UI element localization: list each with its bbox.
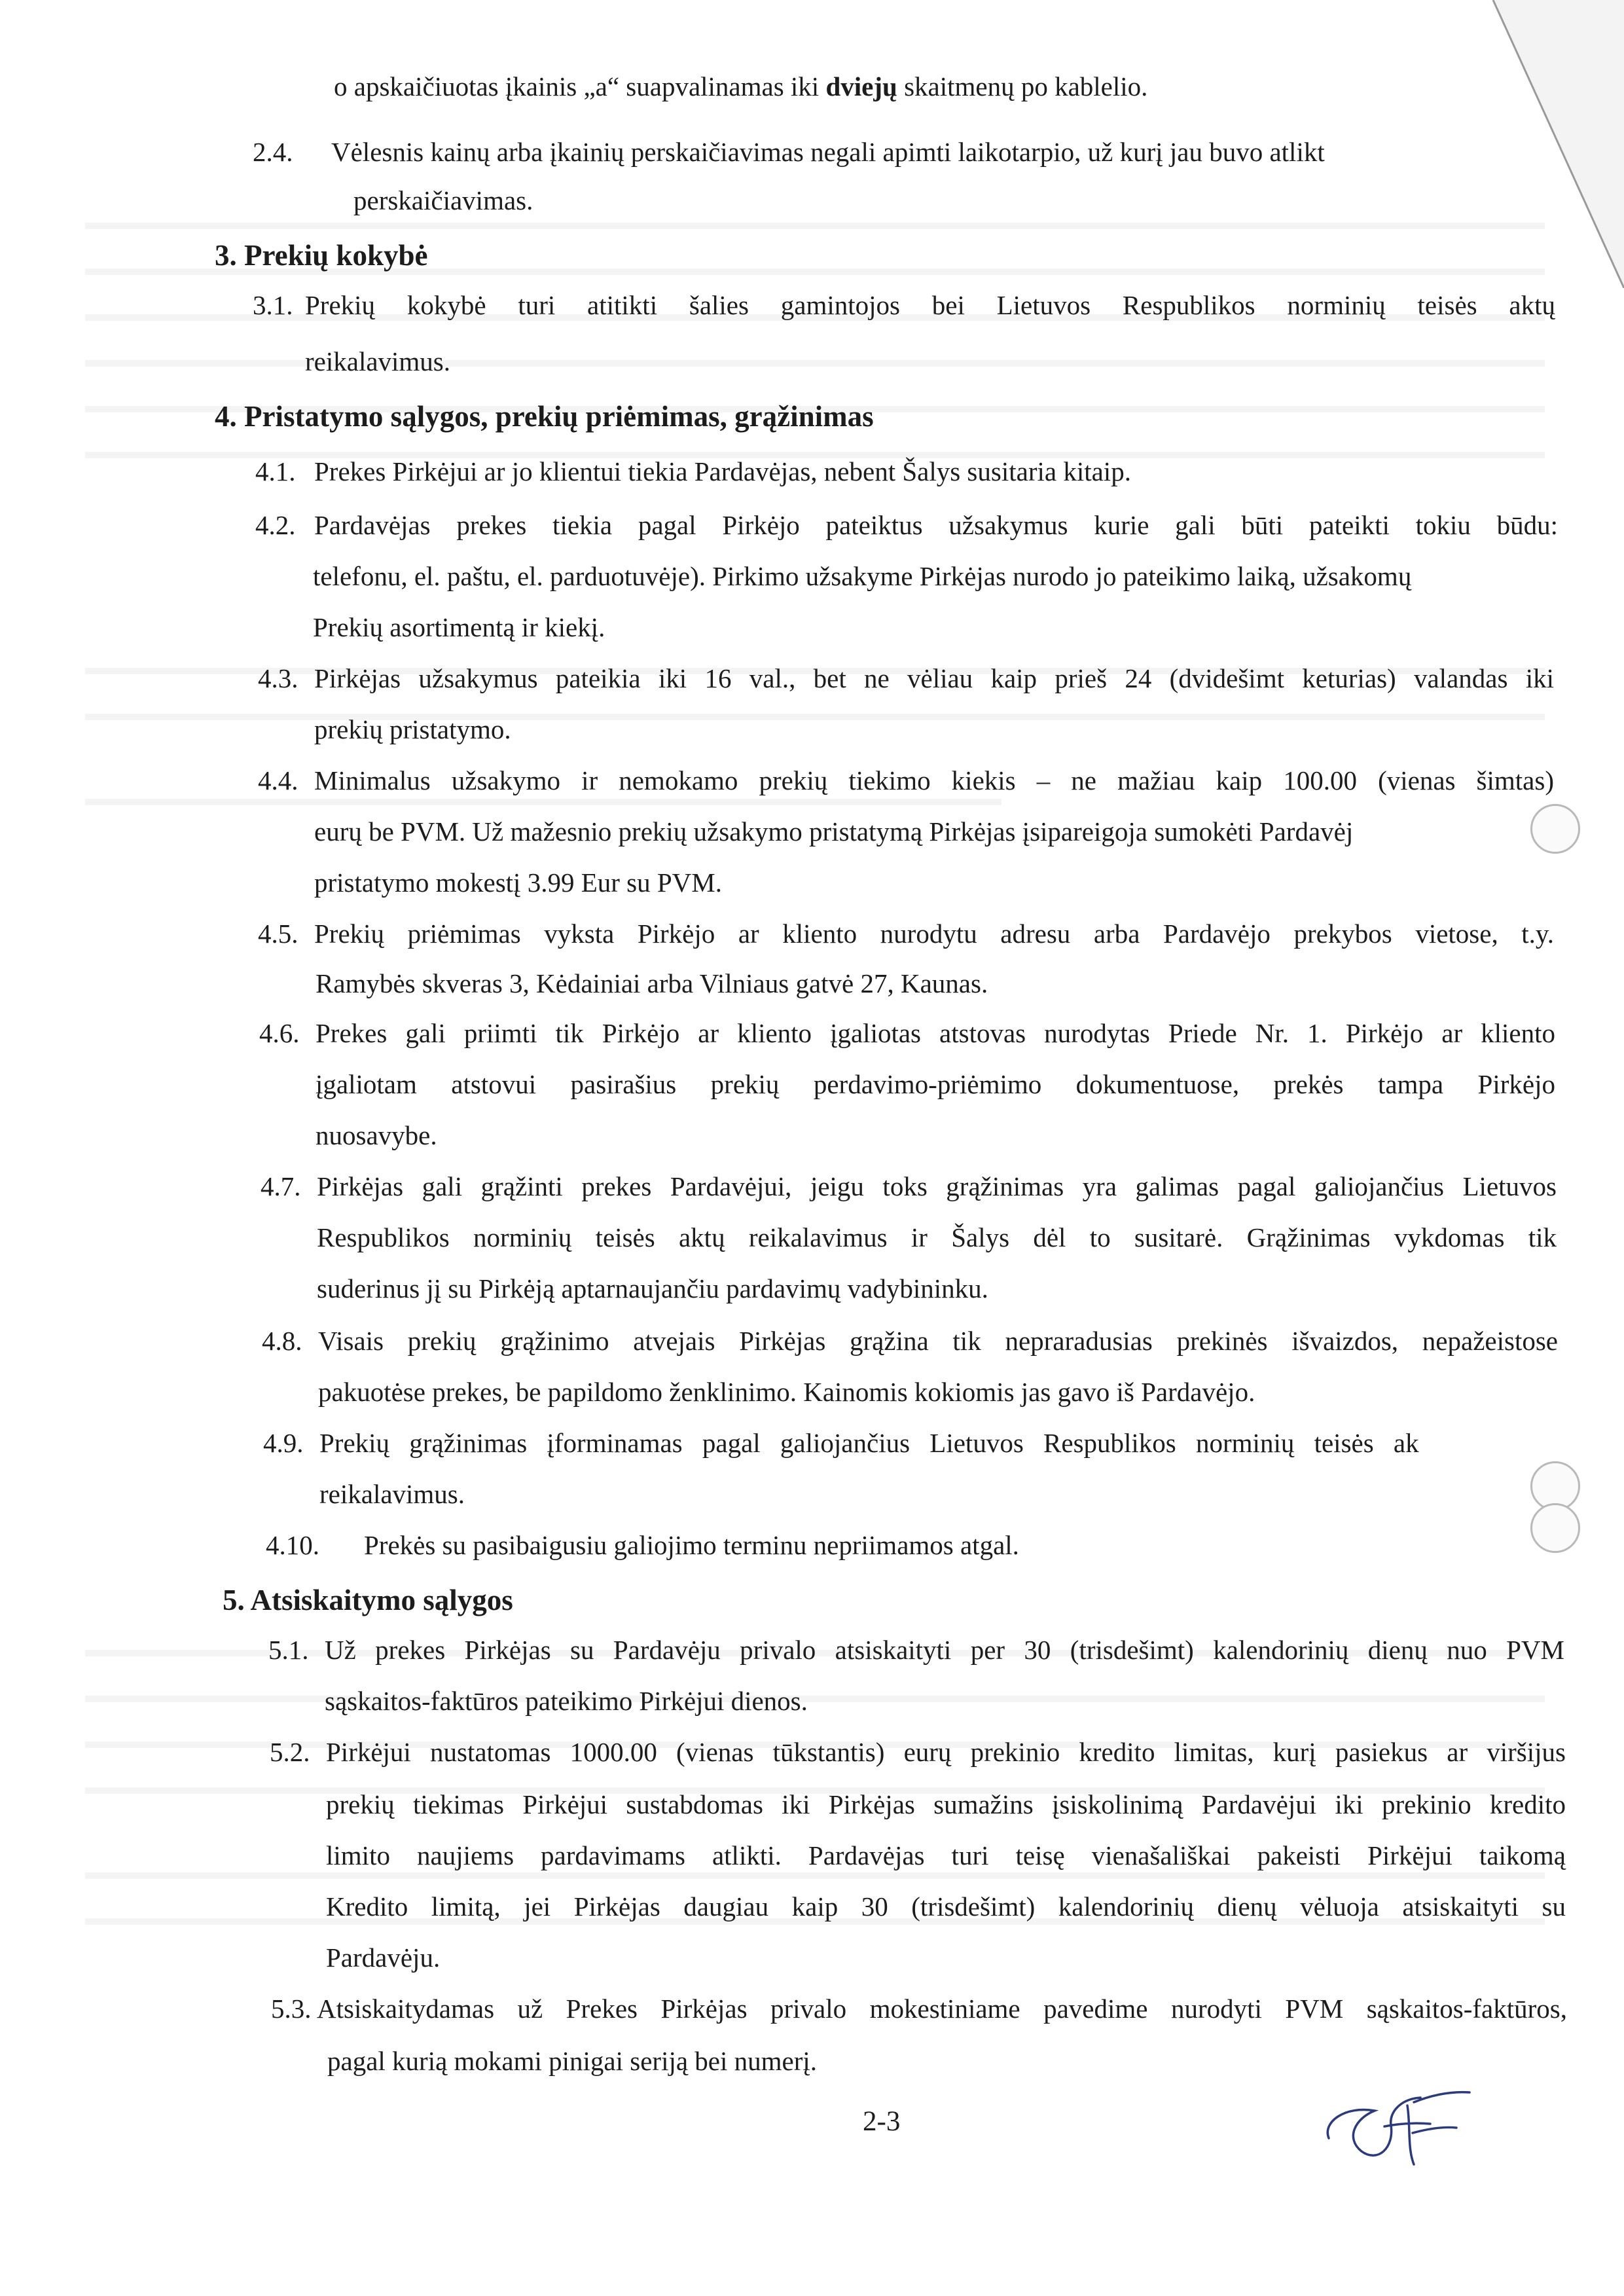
clause-2-4-cont: perskaičiavimas.: [353, 185, 533, 215]
clause-4-7-cont-1: Respublikos norminių teisės aktų reikalavimus ir Šalys dėl to susitarė. Grąžinimas vykdomas tik: [317, 1222, 1557, 1252]
clause-4-7: 4.7. Pirkėjas gali grąžinti prekes Pardavėjui, jeigu toks grąžinimas yra galimas pagal galiojančius Lietuvos: [261, 1171, 1557, 1201]
clause-4-2-cont-2: Prekių asortimentą ir kiekį.: [313, 612, 605, 642]
signature-initials: [1316, 2086, 1479, 2171]
section-5-heading: 5. Atsiskaitymo sąlygos: [223, 1584, 513, 1616]
clause-4-8: 4.8. Visais prekių grąžinimo atvejais Pirkėjas grąžina tik nepraradusias prekinės išvaizdos, nepažeistose: [262, 1326, 1558, 1356]
clause-3-1: 3.1. Prekių kokybė turi atitikti šalies gamintojos bei Lietuvos Respublikos norminių teisės aktų: [253, 290, 1555, 320]
clause-5-2-cont-2: limito naujiems pardavimams atlikti. Pardavėjas turi teisę vienašališkai pakeisti Pirkėjui taikomą: [326, 1840, 1566, 1870]
clause-4-5: 4.5. Prekių priėmimas vyksta Pirkėjo ar kliento nurodytu adresu arba Pardavėjo prekybos vietose, t.y.: [258, 919, 1554, 949]
clause-5-2-cont-4: Pardavėju.: [326, 1942, 441, 1973]
clause-4-6-cont-1: įgaliotam atstovui pasirašius prekių perdavimo-priėmimo dokumentuose, prekės tampa Pirkėjo: [316, 1069, 1555, 1099]
clause-5-2-cont-3: Kredito limitą, jei Pirkėjas daugiau kaip 30 (trisdešimt) kalendorinių dienų vėluoja atsiskaityti su: [326, 1891, 1566, 1922]
clause-5-3-cont: pagal kurią mokami pinigai seriją bei numerį.: [327, 2046, 818, 2076]
section-4-heading: 4. Pristatymo sąlygos, prekių priėmimas, grąžinimas: [215, 400, 874, 433]
clause-4-6: 4.6. Prekes gali priimti tik Pirkėjo ar kliento įgaliotas atstovas nurodytas Priede Nr. 1. Pirkėjo ar kliento: [259, 1018, 1555, 1048]
line-2-3-tail: o apskaičiuotas įkainis „a“ suapvalinamas iki dviejų skaitmenų po kablelio.: [334, 71, 1148, 101]
clause-4-1: 4.1. Prekes Pirkėjui ar jo klientui tiekia Pardavėjas, nebent Šalys susitaria kitaip.: [255, 456, 1131, 486]
clause-4-2: 4.2. Pardavėjas prekes tiekia pagal Pirkėjo pateiktus užsakymus kurie gali būti pateikti tokiu būdu:: [255, 510, 1558, 540]
clause-4-8-cont: pakuotėse prekes, be papildomo ženklinimo. Kainomis kokiomis jas gavo iš Pardavėjo.: [318, 1377, 1255, 1407]
clause-3-1-cont: reikalavimus.: [305, 346, 451, 376]
clause-5-3: 5.3. Atsiskaitydamas už Prekes Pirkėjas privalo mokestiniame pavedime nurodyti PVM sąskaitos-faktūros,: [271, 1994, 1567, 2024]
clause-4-3-cont: prekių pristatymo.: [314, 714, 511, 744]
clause-5-2: 5.2. Pirkėjui nustatomas 1000.00 (vienas tūkstantis) eurų prekinio kredito limitas, kurį pasiekus ar viršijus: [270, 1737, 1566, 1767]
section-3-heading: 3. Prekių kokybė: [215, 239, 428, 272]
clause-5-1: 5.1. Už prekes Pirkėjas su Pardavėju privalo atsiskaityti per 30 (trisdešimt) kalendorinių dienų nuo PVM: [268, 1635, 1564, 1665]
clause-4-9-cont: reikalavimus.: [319, 1479, 465, 1509]
clause-4-7-cont-2: suderinus jį su Pirkėją aptarnaujančiu pardavimų vadybininku.: [317, 1273, 988, 1303]
clause-4-5-cont: Ramybės skveras 3, Kėdainiai arba Vilniaus gatvė 27, Kaunas.: [316, 968, 988, 998]
clause-2-4: 2.4. Vėlesnis kainų arba įkainių perskaičiavimas negali apimti laikotarpio, už kurį jau buvo atlikt: [253, 137, 1325, 167]
clause-4-4-cont-1: eurų be PVM. Už mažesnio prekių užsakymo pristatymą Pirkėjas įsipareigoja sumokėti Pardavėj: [314, 816, 1354, 847]
page-number: 2-3: [863, 2106, 901, 2137]
clause-5-2-cont-1: prekių tiekimas Pirkėjui sustabdomas iki Pirkėjas sumažins įsiskolinimą Pardavėjui iki prekinio kredito: [326, 1789, 1566, 1819]
clause-5-1-cont: sąskaitos-faktūros pateikimo Pirkėjui dienos.: [325, 1686, 808, 1716]
clause-4-6-cont-2: nuosavybe.: [316, 1120, 437, 1150]
clause-4-9: 4.9. Prekių grąžinimas įforminamas pagal galiojančius Lietuvos Respublikos norminių teisės ak: [263, 1428, 1419, 1458]
clause-4-4: 4.4. Minimalus užsakymo ir nemokamo prekių tiekimo kiekis – ne mažiau kaip 100.00 (vienas šimtas): [258, 765, 1554, 795]
clause-4-10: 4.10. Prekės su pasibaigusiu galiojimo terminu nepriimamos atgal.: [266, 1530, 1019, 1560]
clause-4-2-cont-1: telefonu, el. paštu, el. parduotuvėje). Pirkimo užsakyme Pirkėjas nurodo jo pateikimo laiką, užsakomų: [313, 561, 1412, 591]
clause-4-4-cont-2: pristatymo mokestį 3.99 Eur su PVM.: [314, 867, 722, 898]
clause-4-3: 4.3. Pirkėjas užsakymus pateikia iki 16 val., bet ne vėliau kaip prieš 24 (dvidešimt keturias) valandas iki: [258, 663, 1554, 693]
